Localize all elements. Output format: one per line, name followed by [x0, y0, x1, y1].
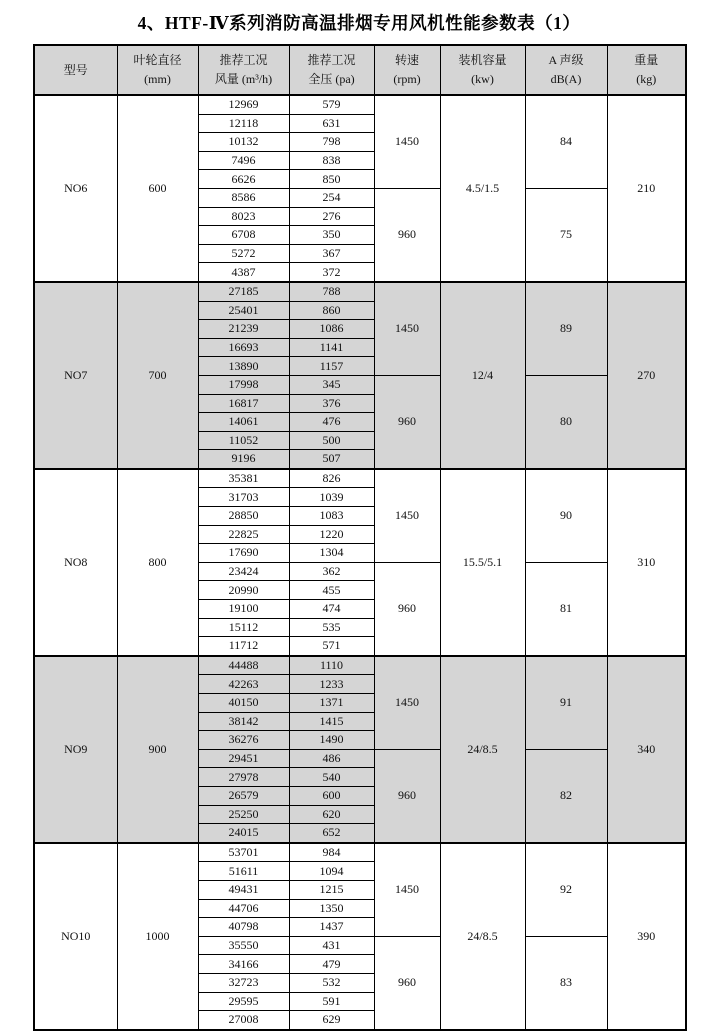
- pressure-cell: 376: [289, 394, 374, 413]
- header-cell-capacity: 装机容量 (kw): [440, 45, 525, 95]
- flow-cell: 7496: [198, 151, 289, 170]
- rpm-cell: 1450: [374, 95, 440, 188]
- pressure-cell: 1350: [289, 899, 374, 918]
- weight-cell: 340: [607, 656, 686, 843]
- db-cell: 81: [525, 562, 607, 655]
- flow-cell: 40150: [198, 694, 289, 713]
- diameter-cell: 1000: [117, 843, 198, 1030]
- flow-cell: 42263: [198, 675, 289, 694]
- pressure-cell: 1141: [289, 338, 374, 357]
- pressure-cell: 1086: [289, 320, 374, 339]
- pressure-cell: 372: [289, 263, 374, 282]
- pressure-cell: 984: [289, 843, 374, 862]
- pressure-cell: 571: [289, 637, 374, 656]
- pressure-cell: 254: [289, 188, 374, 207]
- pressure-cell: 1233: [289, 675, 374, 694]
- flow-cell: 19100: [198, 600, 289, 619]
- flow-cell: 17998: [198, 375, 289, 394]
- flow-cell: 15112: [198, 618, 289, 637]
- flow-cell: 31703: [198, 488, 289, 507]
- data-row: [34, 95, 686, 114]
- capacity-cell: 24/8.5: [440, 656, 525, 843]
- pressure-cell: 1215: [289, 880, 374, 899]
- header-cell-noise: A 声级 dB(A): [525, 45, 607, 95]
- flow-cell: 6626: [198, 170, 289, 189]
- flow-cell: 44706: [198, 899, 289, 918]
- rpm-cell: 960: [374, 188, 440, 281]
- flow-cell: 12969: [198, 95, 289, 114]
- rpm-cell: 960: [374, 936, 440, 1029]
- rpm-cell: 1450: [374, 843, 440, 936]
- page-title: 4、HTF-Ⅳ系列消防高温排烟专用风机性能参数表（1）: [137, 13, 581, 33]
- pressure-cell: 1304: [289, 544, 374, 563]
- flow-cell: 25250: [198, 805, 289, 824]
- db-cell: 89: [525, 282, 607, 375]
- flow-cell: 8023: [198, 207, 289, 226]
- header-cell-diameter: 叶轮直径 (mm): [117, 45, 198, 95]
- pressure-cell: 476: [289, 413, 374, 432]
- flow-cell: 22825: [198, 525, 289, 544]
- flow-cell: 40798: [198, 918, 289, 937]
- pressure-cell: 431: [289, 936, 374, 955]
- flow-cell: 36276: [198, 731, 289, 750]
- db-cell: 90: [525, 469, 607, 562]
- header-cell-model: 型号: [34, 45, 117, 95]
- pressure-cell: 362: [289, 562, 374, 581]
- pressure-cell: 600: [289, 786, 374, 805]
- pressure-cell: 1490: [289, 731, 374, 750]
- header-cell-flow: 推荐工况 风量 (m³/h): [198, 45, 289, 95]
- flow-cell: 16693: [198, 338, 289, 357]
- flow-cell: 26579: [198, 786, 289, 805]
- pressure-cell: 631: [289, 114, 374, 133]
- flow-cell: 29451: [198, 749, 289, 768]
- diameter-cell: 600: [117, 95, 198, 282]
- pressure-cell: 838: [289, 151, 374, 170]
- pressure-cell: 591: [289, 992, 374, 1011]
- pressure-cell: 1083: [289, 507, 374, 526]
- diameter-cell: 900: [117, 656, 198, 843]
- weight-cell: 310: [607, 469, 686, 656]
- flow-cell: 32723: [198, 973, 289, 992]
- flow-cell: 6708: [198, 226, 289, 245]
- pressure-cell: 479: [289, 955, 374, 974]
- flow-cell: 27185: [198, 282, 289, 301]
- pressure-cell: 345: [289, 375, 374, 394]
- flow-cell: 14061: [198, 413, 289, 432]
- flow-cell: 4387: [198, 263, 289, 282]
- flow-cell: 35381: [198, 469, 289, 488]
- flow-cell: 25401: [198, 301, 289, 320]
- capacity-cell: 4.5/1.5: [440, 95, 525, 282]
- db-cell: 82: [525, 749, 607, 842]
- model-cell: NO10: [34, 843, 117, 1030]
- flow-cell: 53701: [198, 843, 289, 862]
- diameter-cell: 700: [117, 282, 198, 469]
- pressure-cell: 1094: [289, 862, 374, 881]
- pressure-cell: 798: [289, 133, 374, 152]
- flow-cell: 34166: [198, 955, 289, 974]
- pressure-cell: 367: [289, 244, 374, 263]
- flow-cell: 27978: [198, 768, 289, 787]
- capacity-cell: 24/8.5: [440, 843, 525, 1030]
- flow-cell: 29595: [198, 992, 289, 1011]
- pressure-cell: 1110: [289, 656, 374, 675]
- flow-cell: 5272: [198, 244, 289, 263]
- db-cell: 75: [525, 188, 607, 281]
- flow-cell: 10132: [198, 133, 289, 152]
- flow-cell: 16817: [198, 394, 289, 413]
- rpm-cell: 1450: [374, 469, 440, 562]
- fan-performance-table: [33, 44, 687, 1031]
- pressure-cell: 1371: [289, 694, 374, 713]
- pressure-cell: 474: [289, 600, 374, 619]
- flow-cell: 20990: [198, 581, 289, 600]
- db-cell: 80: [525, 375, 607, 468]
- pressure-cell: 850: [289, 170, 374, 189]
- pressure-cell: 486: [289, 749, 374, 768]
- pressure-cell: 1157: [289, 357, 374, 376]
- weight-cell: 390: [607, 843, 686, 1030]
- db-cell: 84: [525, 95, 607, 188]
- flow-cell: 27008: [198, 1011, 289, 1030]
- model-cell: NO6: [34, 95, 117, 282]
- rpm-cell: 960: [374, 562, 440, 655]
- header-cell-weight: 重量 (kg): [607, 45, 686, 95]
- capacity-cell: 15.5/5.1: [440, 469, 525, 656]
- flow-cell: 51611: [198, 862, 289, 881]
- data-row: [34, 469, 686, 488]
- weight-cell: 270: [607, 282, 686, 469]
- pressure-cell: 579: [289, 95, 374, 114]
- table-body: [34, 95, 686, 1030]
- flow-cell: 9196: [198, 450, 289, 469]
- pressure-cell: 1039: [289, 488, 374, 507]
- flow-cell: 35550: [198, 936, 289, 955]
- capacity-cell: 12/4: [440, 282, 525, 469]
- model-cell: NO9: [34, 656, 117, 843]
- pressure-cell: 788: [289, 282, 374, 301]
- pressure-cell: 500: [289, 431, 374, 450]
- flow-cell: 28850: [198, 507, 289, 526]
- flow-cell: 38142: [198, 712, 289, 731]
- db-cell: 92: [525, 843, 607, 936]
- pressure-cell: 455: [289, 581, 374, 600]
- header-cell-speed: 转速 (rpm): [374, 45, 440, 95]
- rpm-cell: 960: [374, 749, 440, 842]
- data-row: [34, 843, 686, 862]
- pressure-cell: 860: [289, 301, 374, 320]
- pressure-cell: 620: [289, 805, 374, 824]
- model-cell: NO8: [34, 469, 117, 656]
- flow-cell: 13890: [198, 357, 289, 376]
- flow-cell: 8586: [198, 188, 289, 207]
- pressure-cell: 1415: [289, 712, 374, 731]
- data-row: [34, 656, 686, 675]
- pressure-cell: 1220: [289, 525, 374, 544]
- flow-cell: 12118: [198, 114, 289, 133]
- header-row: [34, 45, 686, 95]
- pressure-cell: 540: [289, 768, 374, 787]
- flow-cell: 17690: [198, 544, 289, 563]
- data-row: [34, 282, 686, 301]
- flow-cell: 23424: [198, 562, 289, 581]
- header-cell-pressure: 推荐工况 全压 (pa): [289, 45, 374, 95]
- pressure-cell: 276: [289, 207, 374, 226]
- pressure-cell: 652: [289, 824, 374, 843]
- rpm-cell: 1450: [374, 656, 440, 749]
- flow-cell: 11052: [198, 431, 289, 450]
- db-cell: 91: [525, 656, 607, 749]
- table-header: [34, 45, 686, 95]
- pressure-cell: 1437: [289, 918, 374, 937]
- model-cell: NO7: [34, 282, 117, 469]
- flow-cell: 11712: [198, 637, 289, 656]
- weight-cell: 210: [607, 95, 686, 282]
- pressure-cell: 507: [289, 450, 374, 469]
- flow-cell: 49431: [198, 880, 289, 899]
- pressure-cell: 532: [289, 973, 374, 992]
- pressure-cell: 350: [289, 226, 374, 245]
- rpm-cell: 1450: [374, 282, 440, 375]
- diameter-cell: 800: [117, 469, 198, 656]
- rpm-cell: 960: [374, 375, 440, 468]
- flow-cell: 44488: [198, 656, 289, 675]
- pressure-cell: 826: [289, 469, 374, 488]
- flow-cell: 21239: [198, 320, 289, 339]
- db-cell: 83: [525, 936, 607, 1029]
- flow-cell: 24015: [198, 824, 289, 843]
- pressure-cell: 629: [289, 1011, 374, 1030]
- pressure-cell: 535: [289, 618, 374, 637]
